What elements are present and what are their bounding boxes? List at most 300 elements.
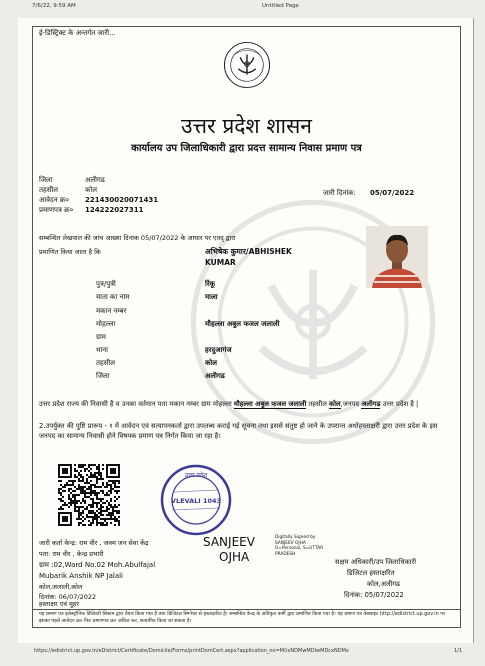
qr-module [76,488,78,490]
qr-module [80,474,82,476]
qr-module [96,506,98,508]
qr-module [94,494,96,496]
qr-module [92,500,94,502]
qr-module [90,480,92,482]
qr-module [72,480,74,482]
qr-module [118,486,120,488]
qr-module [68,506,70,508]
qr-module [78,478,80,480]
officer-date: दिनांक: 05/07/2022 [344,591,404,599]
qr-module [80,470,82,472]
print-footer [0,648,485,660]
qr-module [96,480,98,482]
qr-module [84,490,86,492]
qr-module [66,484,68,486]
certificate-no-value: 124222027311 [85,206,144,214]
qr-module [60,488,62,490]
qr-module [100,524,102,526]
qr-module [106,510,108,512]
qr-module [100,498,102,500]
qr-module [74,498,76,500]
qr-module [100,504,102,506]
qr-module [68,488,70,490]
qr-module [100,522,102,524]
signature-name-line-2: OJHA [219,550,250,564]
up-emblem-icon [223,41,271,89]
qr-module [84,464,86,466]
qr-module [112,514,114,516]
qr-module [58,488,60,490]
residence-district: अलीगढ [361,400,381,408]
qr-module [110,498,112,500]
qr-module [102,506,104,508]
qr-module [58,492,60,494]
qr-module [74,504,76,506]
certificate-page [18,18,474,643]
qr-module [72,500,74,502]
verification-line-2: प्रमाणित किया जाता है कि [39,248,101,256]
issuer-date-line: दिनांक: 06/07/2022 [39,593,97,601]
qr-module [118,524,120,526]
qr-module [108,480,110,482]
qr-module [104,486,106,488]
qr-module [98,472,100,474]
qr-module [86,508,88,510]
digitally-signed-hi: डिजिटल हस्ताक्षरित [347,569,395,577]
qr-module [116,480,118,482]
qr-module [106,518,108,520]
qr-module [86,474,88,476]
qr-module [94,464,96,466]
qr-module [84,492,86,494]
qr-module [86,492,88,494]
qr-module [88,504,90,506]
qr-module [102,518,104,520]
digital-sign-line-4: PRADESH [275,551,296,557]
issue-date-value: 05/07/2022 [370,189,415,197]
qr-module [78,516,80,518]
qr-module [90,516,92,518]
qr-module [76,506,78,508]
qr-module [94,492,96,494]
qr-module [62,490,64,492]
stamp-top-text: उत्तर प्रदेश [184,472,208,479]
mohalla-label: मोहल्ला [96,320,116,328]
qr-module [80,490,82,492]
qr-module [112,482,114,484]
qr-module [64,486,66,488]
qr-module [100,474,102,476]
qr-module [82,512,84,514]
qr-module [102,464,104,466]
qr-module [112,518,114,520]
qr-module [102,484,104,486]
qr-module [80,488,82,490]
qr-module [82,492,84,494]
qr-module [102,490,104,492]
qr-module [106,514,108,516]
qr-module [80,514,82,516]
qr-module [106,494,108,496]
qr-module [74,496,76,498]
qr-module [66,482,68,484]
print-url: https://edistrict.up.gov.in/eDistrict/Certificate/Domicile/Forms/printDomCert.aspx?application_no=M(ixNDMwMDIwMDcxNDMx [34,648,349,654]
qr-module [62,504,64,506]
qr-module [100,472,102,474]
certificate-title: उत्तर प्रदेश शासन [181,114,312,138]
print-page-number: 1/1 [454,648,463,654]
qr-module [72,490,74,492]
qr-module [92,512,94,514]
qr-module [108,512,110,514]
qr-module [58,498,60,500]
qr-module [60,480,62,482]
qr-module [80,480,82,482]
qr-module [110,514,112,516]
qr-module [96,514,98,516]
qr-module [118,480,120,482]
qr-module [92,498,94,500]
qr-module [74,502,76,504]
qr-module [60,500,62,502]
qr-module [72,482,74,484]
qr-module [98,522,100,524]
qr-module [80,512,82,514]
issue-date-label: जारी दिनांक: [323,189,356,197]
qr-module [98,508,100,510]
issuer-address-line: पता: राम वीर , केन्द्र प्रभारी [39,550,104,558]
qr-module [86,480,88,482]
qr-module [86,514,88,516]
qr-module [104,510,106,512]
qr-module [114,500,116,502]
qr-module [80,522,82,524]
qr-module [102,524,104,526]
qr-module [92,474,94,476]
qr-module [108,504,110,506]
qr-module [104,518,106,520]
qr-module [118,512,120,514]
qr-module [98,516,100,518]
qr-module [110,486,112,488]
mohalla-value: मौहल्ला अबुल फजल जलाली [205,320,280,328]
certificate-subtitle: कार्यालय उप जिलाधिकारी द्वारा प्रदत्त सामान्य निवास प्रमाण पत्र [131,143,362,154]
qr-module [96,520,98,522]
qr-module [114,524,116,526]
qr-module [78,500,80,502]
qr-module [110,516,112,518]
qr-module [116,492,118,494]
qr-module [108,514,110,516]
qr-module [106,484,108,486]
qr-module [74,464,76,466]
qr-module [118,520,120,522]
qr-module [114,490,116,492]
qr-module [78,494,80,496]
qr-module [90,488,92,490]
qr-module [96,476,98,478]
qr-module [84,500,86,502]
qr-module [100,490,102,492]
qr-module [80,492,82,494]
qr-module [96,502,98,504]
qr-module [88,488,90,490]
police-station-label: थाना [96,346,108,354]
qr-module [104,524,106,526]
qr-module [110,504,112,506]
applicant-photo [366,226,428,288]
qr-module [114,518,116,520]
qr-module [110,488,112,490]
qr-module [110,522,112,524]
qr-module [96,466,98,468]
qr-module [86,516,88,518]
qr-module [88,524,90,526]
qr-module [86,482,88,484]
qr-module [74,480,76,482]
qr-module [88,466,90,468]
qr-module [118,496,120,498]
residence-text-d: उत्तर प्रदेश है | [380,400,419,408]
qr-module [68,494,70,496]
qr-module [90,492,92,494]
qr-module [76,510,78,512]
qr-module [90,468,92,470]
applicant-tehsil-value: कोल [205,359,217,367]
qr-module [92,510,94,512]
qr-module [58,480,60,482]
qr-module [62,500,64,502]
qr-module [70,500,72,502]
print-header [0,3,485,15]
qr-module [96,472,98,474]
qr-module [86,468,88,470]
qr-module [82,480,84,482]
qr-module [98,464,100,466]
qr-module [114,516,116,518]
applicant-name-line-1: अभिषेक कुमार/ABHISHEK [205,247,292,256]
qr-module [84,496,86,498]
qr-module [88,482,90,484]
residence-mohalla: मौहल्ला अबुल फजल जलाली [233,400,307,408]
qr-module [100,518,102,520]
qr-module [98,470,100,472]
qr-module [106,506,108,508]
qr-module [60,492,62,494]
qr-module [72,484,74,486]
qr-module [98,466,100,468]
qr-module [80,486,82,488]
qr-module [106,482,108,484]
qr-module [82,500,84,502]
qr-module [84,482,86,484]
qr-module [94,476,96,478]
qr-module [84,508,86,510]
qr-module [58,490,60,492]
qr-module [96,486,98,488]
qr-module [98,468,100,470]
qr-module [88,520,90,522]
qr-module [74,474,76,476]
qr-module [98,492,100,494]
qr-module [100,514,102,516]
qr-module [96,524,98,526]
qr-module [76,494,78,496]
qr-module [60,494,62,496]
qr-module [110,480,112,482]
qr-module [80,506,82,508]
qr-module [96,482,98,484]
qr-module [78,464,80,466]
qr-module [90,476,92,478]
qr-module [70,484,72,486]
qr-module [68,502,70,504]
qr-module [94,516,96,518]
qr-module [78,474,80,476]
qr-module [84,486,86,488]
qr-module [118,482,120,484]
qr-module [68,496,70,498]
qr-module [92,484,94,486]
qr-module [116,518,118,520]
qr-module [96,478,98,480]
qr-module [106,486,108,488]
qr-module [78,518,80,520]
qr-module [64,504,66,506]
application-no-value: 221430020071431 [85,196,159,204]
qr-module [96,496,98,498]
qr-module [116,512,118,514]
qr-module [110,506,112,508]
qr-module [62,496,64,498]
qr-module [78,510,80,512]
qr-module [112,508,114,510]
qr-module [116,506,118,508]
qr-module [70,502,72,504]
qr-module [90,486,92,488]
qr-module [70,480,72,482]
qr-module [98,478,100,480]
qr-module [88,492,90,494]
qr-module [114,482,116,484]
qr-module [96,468,98,470]
qr-module [116,498,118,500]
applicant-district-value: अलीगढ [205,372,225,380]
qr-module [100,476,102,478]
qr-module [78,480,80,482]
qr-module [68,490,70,492]
qr-module [102,514,104,516]
qr-module [112,506,114,508]
qr-module [74,476,76,478]
officer-location: कोल,अलीगढ [367,580,400,588]
qr-module [60,484,62,486]
qr-module [100,512,102,514]
qr-module [78,508,80,510]
qr-module [114,480,116,482]
qr-module [100,478,102,480]
qr-module [68,498,70,500]
qr-module [82,464,84,466]
qr-module [58,508,60,510]
qr-module [90,474,92,476]
qr-module [82,506,84,508]
qr-module [110,518,112,520]
qr-module [96,522,98,524]
qr-module [96,492,98,494]
qr-module [74,500,76,502]
qr-module [94,490,96,492]
qr-module [94,484,96,486]
verification-line-1: सम्बन्धित लेखपाल की जांच आख्या दिनांक 05/07/2022 के आधार पर एतद् द्वारा [39,234,236,242]
qr-module [108,484,110,486]
qr-module [110,500,112,502]
qr-module [90,498,92,500]
residence-paragraph [39,399,454,409]
applicant-tehsil-label: तहसील [96,359,115,367]
qr-module [90,506,92,508]
qr-module [100,506,102,508]
qr-module [104,494,106,496]
qr-module [86,496,88,498]
qr-module [114,496,116,498]
qr-module [96,504,98,506]
qr-module [116,520,118,522]
qr-module [78,524,80,526]
qr-module [102,468,104,470]
qr-module [108,502,110,504]
issuer-mubarik-line: Mubarik Anshik NP Jalali [39,572,124,580]
qr-module [118,510,120,512]
certificate-frame [32,26,461,628]
qr-module [76,518,78,520]
qr-module [64,490,66,492]
qr-module [62,508,64,510]
qr-module [92,518,94,520]
print-timestamp: 7/6/22, 9:59 AM [32,3,76,9]
applicant-name-line-2: KUMAR [205,258,236,267]
residence-text-c: ,जनपद [340,400,362,408]
qr-module [118,516,120,518]
qr-module [78,466,80,468]
qr-module [94,518,96,520]
mother-name-value: माला [205,293,218,301]
qr-module [78,484,80,486]
qr-module [60,498,62,500]
relation-value: रिंकू [205,280,216,288]
stamp-center-text: VLEVALI 1043 [170,497,222,505]
qr-module [116,490,118,492]
qr-module [78,486,80,488]
qr-module [78,514,80,516]
qr-module [72,502,74,504]
mother-name-label: माता का नाम [96,293,130,301]
qr-module [74,468,76,470]
qr-module [70,492,72,494]
tehsil-label: तहसील [39,186,58,194]
qr-module [94,474,96,476]
issuer-ward-line: ग्राम :02,Ward No.02 Moh.Abulfajal [39,561,156,569]
qr-module [114,504,116,506]
qr-module [88,470,90,472]
qr-module [78,472,80,474]
residence-tehsil: कोल [329,400,341,408]
qr-module [92,506,94,508]
signature-and-seal: हस्ताक्षर एवं मुहर [39,600,80,608]
qr-module [92,504,94,506]
qr-module [82,498,84,500]
qr-module [96,498,98,500]
